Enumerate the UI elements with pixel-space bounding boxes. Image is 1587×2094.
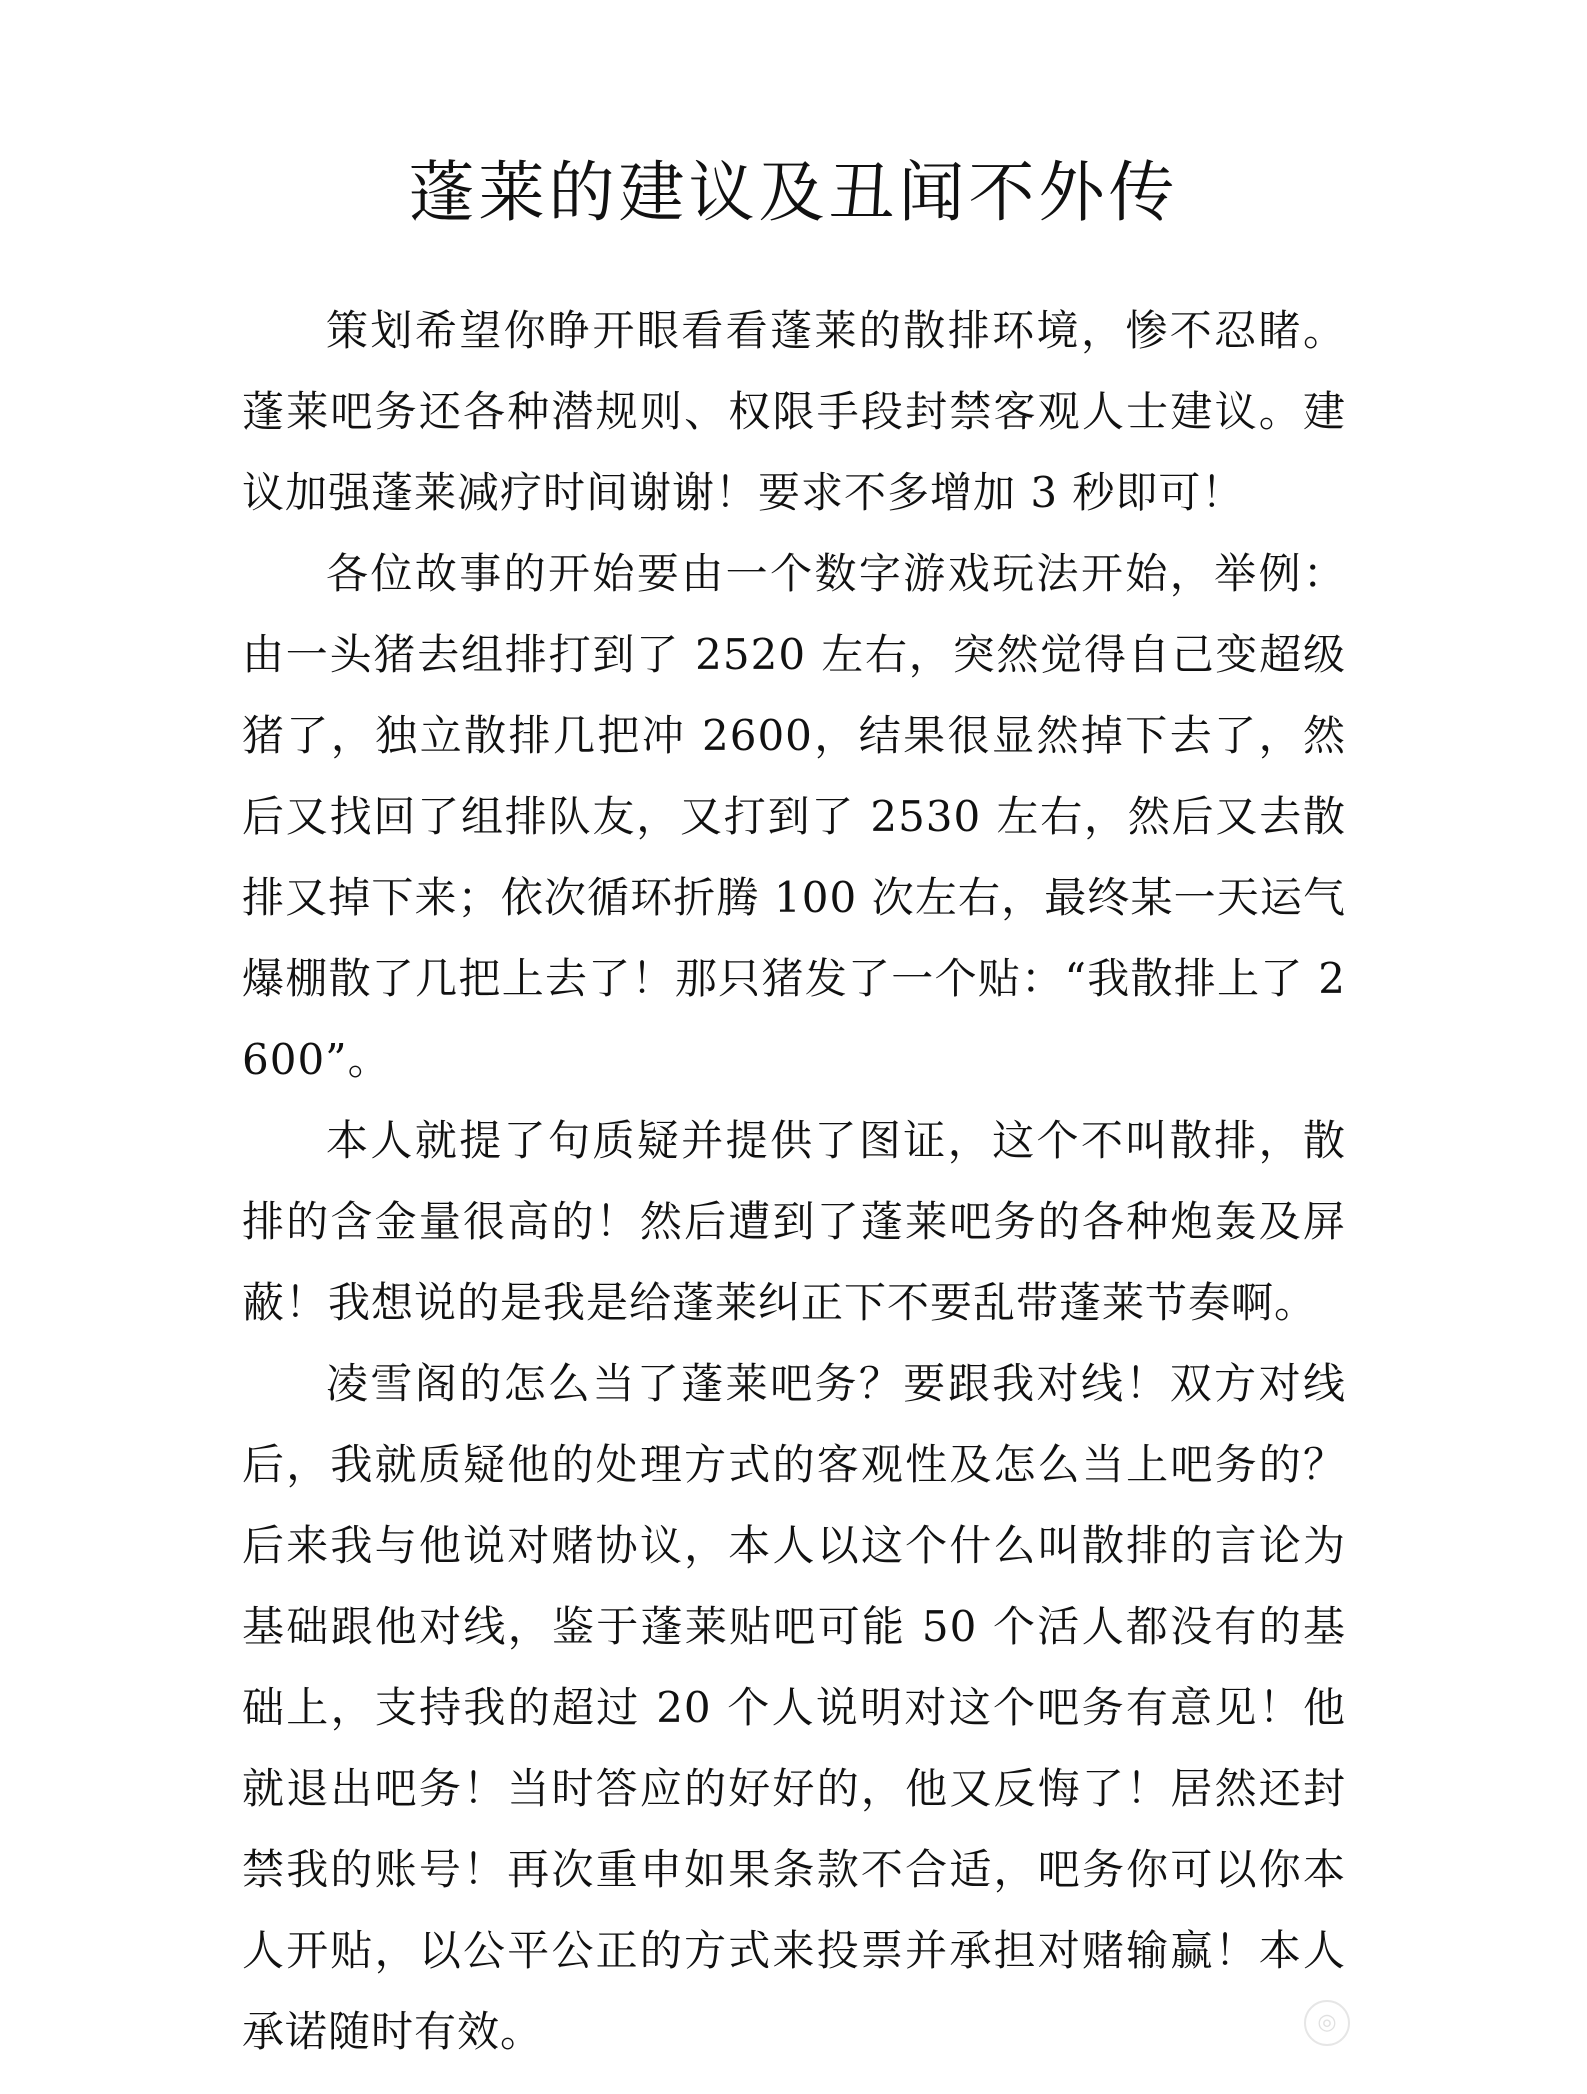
- document-title: 蓬莱的建议及丑闻不外传: [408, 154, 1179, 231]
- document-body: [242, 290, 1346, 2072]
- paragraph-2: 各位故事的开始要由一个数字游戏玩法开始，举例：由一头猪去组排打到了 2520 左右，突然觉得自己变超级猪了，独立散排几把冲 2600，结果很显然掉下去了，然后又找回了组排队友，又打到了 2530 左右，然后又去散排又掉下来；依次循环折腾 100 次左右，最终某一天运气爆棚散了几把上去了！那只猪发了一个贴：“我散排上了 2600”。: [242, 549, 1346, 1084]
- paragraph-3: 本人就提了句质疑并提供了图证，这个不叫散排，散排的含金量很高的！然后遭到了蓬莱吧务的各种炮轰及屏蔽！我想说的是我是给蓬莱纠正下不要乱带蓬莱节奏啊。: [242, 1116, 1346, 1327]
- paragraph-4: 凌雪阁的怎么当了蓬莱吧务？要跟我对线！双方对线后，我就质疑他的处理方式的客观性及怎么当上吧务的？后来我与他说对赌协议，本人以这个什么叫散排的言论为基础跟他对线，鉴于蓬莱贴吧可能 50 个活人都没有的基础上，支持我的超过 20 个人说明对这个吧务有意见！他就退出吧务！当时答应的好好的，他又反悔了！居然还封禁我的账号！再次重申如果条款不合适，吧务你可以你本人开贴，以公平公正的方式来投票并承担对赌输赢！本人承诺随时有效。: [242, 1359, 1346, 2056]
- paragraph-1: 策划希望你睁开眼看看蓬莱的散排环境，惨不忍睹。蓬莱吧务还各种潜规则、权限手段封禁客观人士建议。建议加强蓬莱减疗时间谢谢！要求不多增加 3 秒即可！: [242, 306, 1346, 517]
- circle-watermark-icon: ◎: [1304, 2000, 1350, 2046]
